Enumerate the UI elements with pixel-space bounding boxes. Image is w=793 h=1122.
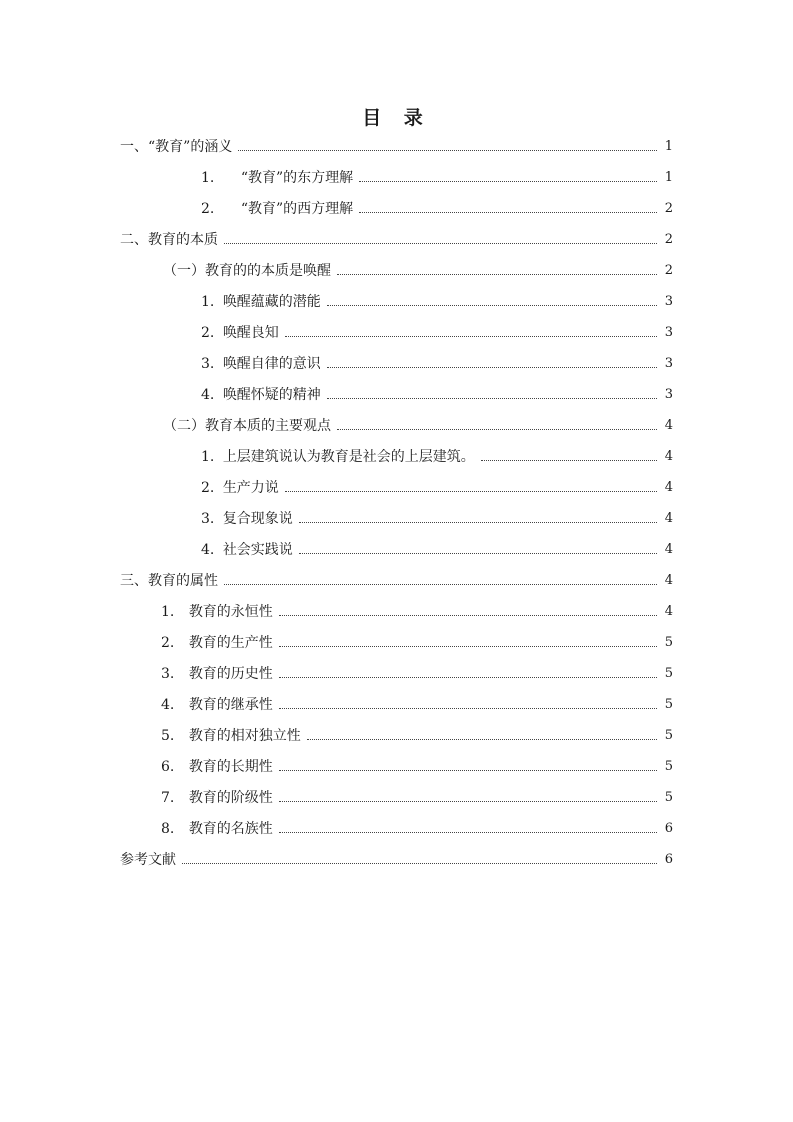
leader-dots: [279, 615, 657, 616]
leader-dots: [285, 336, 657, 337]
toc-entry[interactable]: [0, 131, 793, 162]
toc-entry-text: 教育的名族性: [188, 820, 273, 837]
leader-dots: [307, 739, 657, 740]
toc-entry-number: 2.: [161, 634, 179, 651]
toc-entry[interactable]: [0, 534, 793, 565]
toc-entry-text: 一、“教育”的涵义: [120, 138, 233, 155]
toc-entry-page: 4: [664, 511, 673, 526]
toc-entry[interactable]: [0, 348, 793, 379]
toc-entry-text: 教育的继承性: [188, 696, 273, 713]
toc-entry-text: “教育”的西方理解: [240, 200, 354, 217]
toc-entry-page: 4: [664, 604, 673, 619]
leader-dots: [359, 181, 657, 182]
leader-dots: [299, 553, 657, 554]
toc-entry-text: 教育的长期性: [188, 758, 273, 775]
toc-entry[interactable]: [0, 379, 793, 410]
toc-entry[interactable]: [0, 658, 793, 689]
toc-entry-text: 教育的生产性: [188, 634, 273, 651]
toc-entry-text: 二、教育的本质: [120, 231, 218, 248]
toc-entry-number: 5.: [161, 727, 179, 744]
toc-entry-page: 5: [664, 697, 673, 712]
toc-entry[interactable]: [0, 720, 793, 751]
toc-entry-page: 6: [664, 852, 673, 867]
toc-entry-text: “教育”的东方理解: [240, 169, 354, 186]
table-of-contents: [0, 131, 793, 875]
toc-entry-page: 5: [664, 728, 673, 743]
leader-dots: [359, 212, 657, 213]
toc-entry-text: 唤醒怀疑的精神: [222, 386, 321, 403]
toc-entry-text: （一）教育的的本质是唤醒: [163, 262, 331, 279]
toc-entry[interactable]: [0, 813, 793, 844]
toc-entry-number: 8.: [161, 820, 179, 837]
toc-entry-page: 5: [664, 790, 673, 805]
toc-entry-page: 4: [664, 573, 673, 588]
toc-entry-number: 2.: [201, 324, 219, 341]
leader-dots: [279, 832, 657, 833]
leader-dots: [337, 429, 657, 430]
leader-dots: [279, 677, 657, 678]
toc-entry-text: 复合现象说: [222, 510, 293, 527]
toc-entry[interactable]: [0, 193, 793, 224]
toc-entry-number: 3.: [201, 510, 219, 527]
toc-entry-text: 参考文献: [120, 851, 176, 868]
leader-dots: [299, 522, 657, 523]
toc-entry-page: 5: [664, 635, 673, 650]
toc-entry-text: 唤醒蕴藏的潜能: [222, 293, 321, 310]
toc-entry-number: 1.: [161, 603, 179, 620]
toc-entry-page: 4: [664, 480, 673, 495]
toc-entry-page: 5: [664, 666, 673, 681]
toc-entry[interactable]: [0, 503, 793, 534]
toc-entry[interactable]: [0, 596, 793, 627]
toc-entry[interactable]: [0, 782, 793, 813]
leader-dots: [279, 801, 657, 802]
toc-entry-text: 唤醒自律的意识: [222, 355, 321, 372]
toc-entry-page: 3: [664, 325, 673, 340]
leader-dots: [285, 491, 657, 492]
toc-entry[interactable]: [0, 472, 793, 503]
toc-entry-number: 2.: [201, 479, 219, 496]
toc-entry-page: 2: [664, 232, 673, 247]
toc-entry[interactable]: [0, 844, 793, 875]
toc-entry-text: 三、教育的属性: [120, 572, 218, 589]
toc-entry-page: 1: [664, 139, 673, 154]
toc-entry-page: 3: [664, 294, 673, 309]
toc-entry-text: 生产力说: [222, 479, 279, 496]
toc-entry[interactable]: [0, 286, 793, 317]
toc-entry-page: 6: [664, 821, 673, 836]
toc-entry-text: 教育的永恒性: [188, 603, 273, 620]
toc-entry-number: 3.: [161, 665, 179, 682]
toc-entry[interactable]: [0, 441, 793, 472]
toc-entry-text: 教育的历史性: [188, 665, 273, 682]
toc-entry-text: （二）教育本质的主要观点: [163, 417, 331, 434]
toc-entry[interactable]: [0, 317, 793, 348]
leader-dots: [238, 150, 657, 151]
toc-entry-number: 3.: [201, 355, 219, 372]
toc-entry-number: 4.: [161, 696, 179, 713]
toc-entry[interactable]: [0, 162, 793, 193]
toc-entry-page: 2: [664, 201, 673, 216]
leader-dots: [327, 305, 657, 306]
toc-entry[interactable]: [0, 689, 793, 720]
toc-entry-number: 1.: [201, 448, 219, 465]
toc-entry-number: 4.: [201, 541, 219, 558]
toc-entry[interactable]: [0, 627, 793, 658]
leader-dots: [224, 584, 657, 585]
toc-entry-page: 5: [664, 759, 673, 774]
toc-entry-page: 4: [664, 542, 673, 557]
leader-dots: [327, 398, 657, 399]
toc-entry-number: 1.: [201, 293, 219, 310]
leader-dots: [481, 460, 657, 461]
toc-entry-page: 2: [664, 263, 673, 278]
toc-entry-page: 4: [664, 418, 673, 433]
toc-entry-text: 社会实践说: [222, 541, 293, 558]
toc-entry-number: 4.: [201, 386, 219, 403]
toc-entry[interactable]: [0, 255, 793, 286]
toc-entry-page: 3: [664, 387, 673, 402]
toc-entry-text: 上层建筑说认为教育是社会的上层建筑。: [222, 448, 475, 465]
toc-entry-text: 教育的相对独立性: [188, 727, 301, 744]
leader-dots: [182, 863, 657, 864]
leader-dots: [279, 708, 657, 709]
leader-dots: [279, 770, 657, 771]
toc-entry-page: 1: [664, 170, 673, 185]
toc-entry[interactable]: [0, 565, 793, 596]
toc-entry-page: 3: [664, 356, 673, 371]
toc-entry[interactable]: [0, 751, 793, 782]
toc-entry[interactable]: [0, 410, 793, 441]
toc-entry[interactable]: [0, 224, 793, 255]
toc-entry-number: 6.: [161, 758, 179, 775]
toc-title: 目 录: [362, 107, 431, 129]
toc-entry-text: 教育的阶级性: [188, 789, 273, 806]
toc-entry-number: 7.: [161, 789, 179, 806]
leader-dots: [337, 274, 657, 275]
leader-dots: [224, 243, 657, 244]
toc-entry-number: 1.: [201, 169, 219, 186]
toc-entry-text: 唤醒良知: [222, 324, 279, 341]
leader-dots: [279, 646, 657, 647]
toc-entry-number: 2.: [201, 200, 219, 217]
leader-dots: [327, 367, 657, 368]
toc-entry-page: 4: [664, 449, 673, 464]
